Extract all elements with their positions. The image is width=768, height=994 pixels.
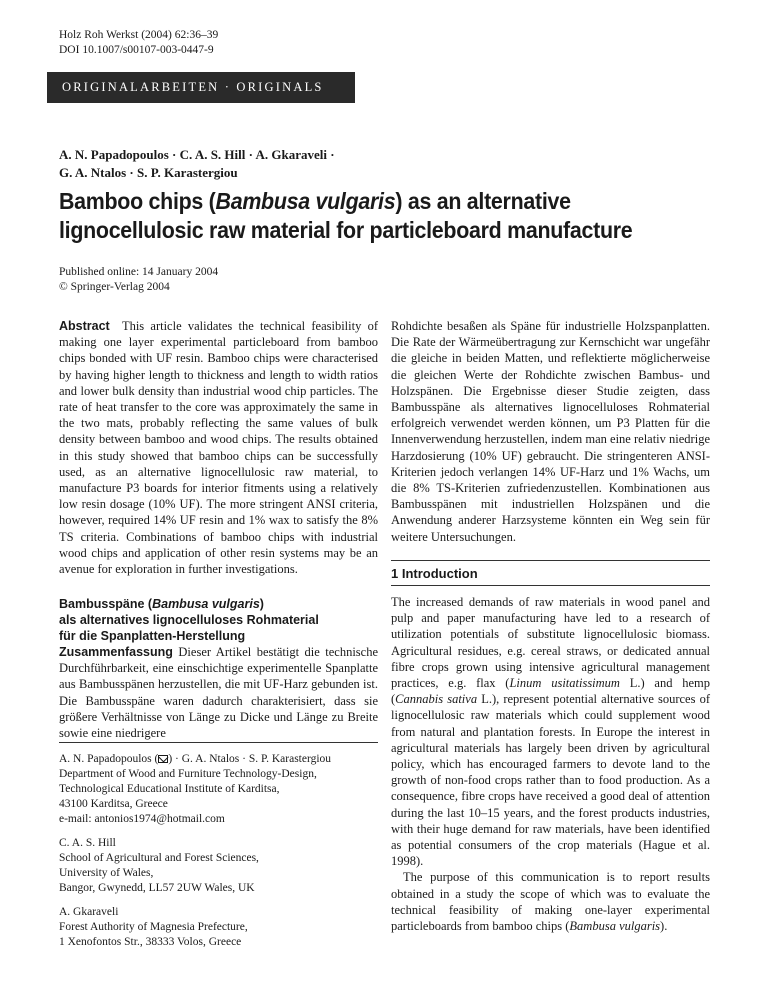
german-title-pre: Bambusspäne ( (59, 597, 153, 611)
title-part-2: ) as an alternative lignocellulosic raw material for particleboard manufacture (59, 188, 633, 243)
article-title (59, 187, 673, 245)
intro-p1-c: L.), represent potential alternative sources of lignocellulosic raw materials which could supplement wood from natural and plantation forests. In Europe the interest in agricultural materials has largely been driven by agricultural policy, which has encouraged farmers to devote land to the growth of non-food crops rather than to food production. As a consequence, fibre crops have received a good deal of attention during the last 10–15 years, and the forest products industries, with their huge demand for raw materials, have been identified as potential consumers of the crop materials (Hague et al. 1998). (391, 692, 710, 869)
affiliation-divider (59, 742, 378, 743)
german-title-post: ) (259, 597, 264, 611)
affiliation-3-org: Forest Authority of Magnesia Prefecture, (59, 921, 248, 933)
affiliation-1-dept: Department of Wood and Furniture Technology-Design, (59, 768, 317, 780)
introduction-paragraph-2 (391, 869, 710, 934)
envelope-icon (158, 755, 168, 763)
intro-bamboo-species: Bambusa vulgaris (569, 919, 661, 934)
german-abstract-continued (391, 318, 710, 545)
abstract-label: Abstract (59, 319, 110, 333)
published-date: Published online: 14 January 2004 (59, 266, 219, 278)
affiliation-2-univ: University of Wales, (59, 867, 154, 879)
author-list (59, 146, 335, 182)
title-part-1: Bamboo chips ( (59, 188, 216, 214)
introduction-paragraph-1 (391, 594, 710, 869)
doi: DOI 10.1007/s00107-003-0447-9 (59, 44, 214, 56)
german-title (59, 596, 378, 645)
affiliation-2 (59, 836, 378, 896)
author-line-2: G. A. Ntalos · S. P. Karastergiou (59, 165, 238, 180)
affiliation-1-names-post: ) · G. A. Ntalos · S. P. Karastergiou (168, 753, 332, 765)
affiliation-1 (59, 752, 378, 827)
journal-citation (59, 28, 218, 58)
section-category-band: ORIGINALARBEITEN · ORIGINALS (47, 72, 355, 103)
section-rule-top (391, 560, 710, 561)
intro-p2-a: The purpose of this communication is to report results obtained in a study the scope of which was to evaluate the technical feasibility of making one-layer experimental particleboards from bamboo chips ( (391, 870, 710, 934)
german-title-line-2: als alternatives lignocelluloses Rohmaterial (59, 613, 319, 628)
copyright: © Springer-Verlag 2004 (59, 281, 170, 293)
publication-info (59, 265, 218, 295)
affiliation-1-email[interactable]: e-mail: antonios1974@hotmail.com (59, 813, 225, 825)
german-abstract (59, 644, 378, 741)
affiliation-2-name: C. A. S. Hill (59, 837, 116, 849)
abstract (59, 318, 378, 577)
intro-p2-b: ). (660, 919, 668, 934)
affiliation-1-inst: Technological Educational Institute of Karditsa, (59, 783, 280, 795)
german-title-species: Bambusa vulgaris (152, 597, 260, 611)
intro-hemp-species: Cannabis sativa (395, 692, 478, 707)
affiliation-1-city: 43100 Karditsa, Greece (59, 798, 168, 810)
affiliation-2-school: School of Agricultural and Forest Sciences, (59, 852, 259, 864)
affiliation-3 (59, 905, 378, 950)
affiliation-3-name: A. Gkaraveli (59, 906, 119, 918)
affiliation-3-address: 1 Xenofontos Str., 38333 Volos, Greece (59, 936, 242, 948)
german-title-line-3: für die Spanplatten-Herstellung (59, 629, 246, 644)
german-abstract-text-right: Rohdichte besaßen als Späne für industrielle Holzspanplatten. Die Rate der Wärmeübertragung zur Kernschicht war ungefähr die gleiche in beiden Matten, und reflektierte möglicherweise die gleichen Werte der Rohdichte zwischen Bambus- und Holzspänen. Die Ergebnisse dieser Studie zeigten, dass Bambusspäne als alternatives lignocelluloses Rohmaterial erfolgreich verwendet werden können, um P3 Platten für die Innenverwendung herzustellen, indem man eine relativ niedrige Harzdosierung (10% UF) gebraucht. Die stringenteren ANSI-Kriterien jedoch verlangen 14% UF-Harz und 1% Wachs, um die 8% TS-Kriterien zufriedenzustellen. Kombinationen aus Bambusspänen mit industriellen Holzspänen und die Anwendung anderer Harzsysteme könnten ein Weg sein für weitere Untersuchungen. (391, 319, 710, 544)
intro-p1-b: L.) and hemp ( (391, 676, 711, 707)
journal-reference: Holz Roh Werkst (2004) 62:36–39 (59, 29, 219, 41)
affiliation-1-names-pre: A. N. Papadopoulos ( (59, 753, 159, 765)
affiliation-2-city: Bangor, Gwynedd, LL57 2UW Wales, UK (59, 882, 255, 894)
german-abstract-text-left: Dieser Artikel bestätigt die technische Durchführbarkeit, eine einschichtige experimentelle Spanplatte aus Bambusspänen herzustellen, die mit UF-Harz gebunden ist. Die Bambusspäne waren dadurch charakterisiert, dass sie größere Verhältnisse von Länge zu Dicke und Länge zu Breite sowie eine niedrigere (59, 645, 379, 741)
introduction-heading: 1 Introduction (391, 566, 478, 581)
title-species: Bambusa vulgaris (215, 188, 396, 214)
intro-flax-species: Linum usitatissimum (509, 676, 620, 691)
introduction-body (391, 594, 710, 934)
zusammenfassung-label: Zusammenfassung (59, 645, 173, 659)
intro-p1-a: The increased demands of raw materials in wood panel and pulp and paper manufacturing have led to a research of utilization potentials of substitute lignocellulosic biomass. Agricultural residues, e.g. cereal straws, or dedicated annual fibre crops grown using intensive agricultural management practices, e.g. flax ( (391, 595, 710, 691)
section-rule-bottom (391, 585, 710, 586)
author-line-1: A. N. Papadopoulos · C. A. S. Hill · A. Gkaraveli · (59, 147, 335, 162)
abstract-text: This article validates the technical feasibility of making one layer experimental particleboard from bamboo chips bonded with UF resin. Bamboo chips were characterised by having higher length to thickness and length to width ratios and lower bulk density than industrial wood chip particles. The rate of heat transfer to the core was approximately the same in the two mats, probably reflecting the same values of bulk density between bamboo and wood chips. The results obtained in this study showed that bamboo chips can be successfully used, as an alternative lignocellulosic raw material, to manufacture P3 boards for interior fitments using a relatively low resin dosage (10% UF). The more stringent ANSI criteria, however, required 14% UF resin and 1% wax to satisfy the 8% TS criteria. Combinations of bamboo chips with industrial wood chips and application of other resin systems may be an avenue for exploration in further investigations. (59, 319, 378, 577)
